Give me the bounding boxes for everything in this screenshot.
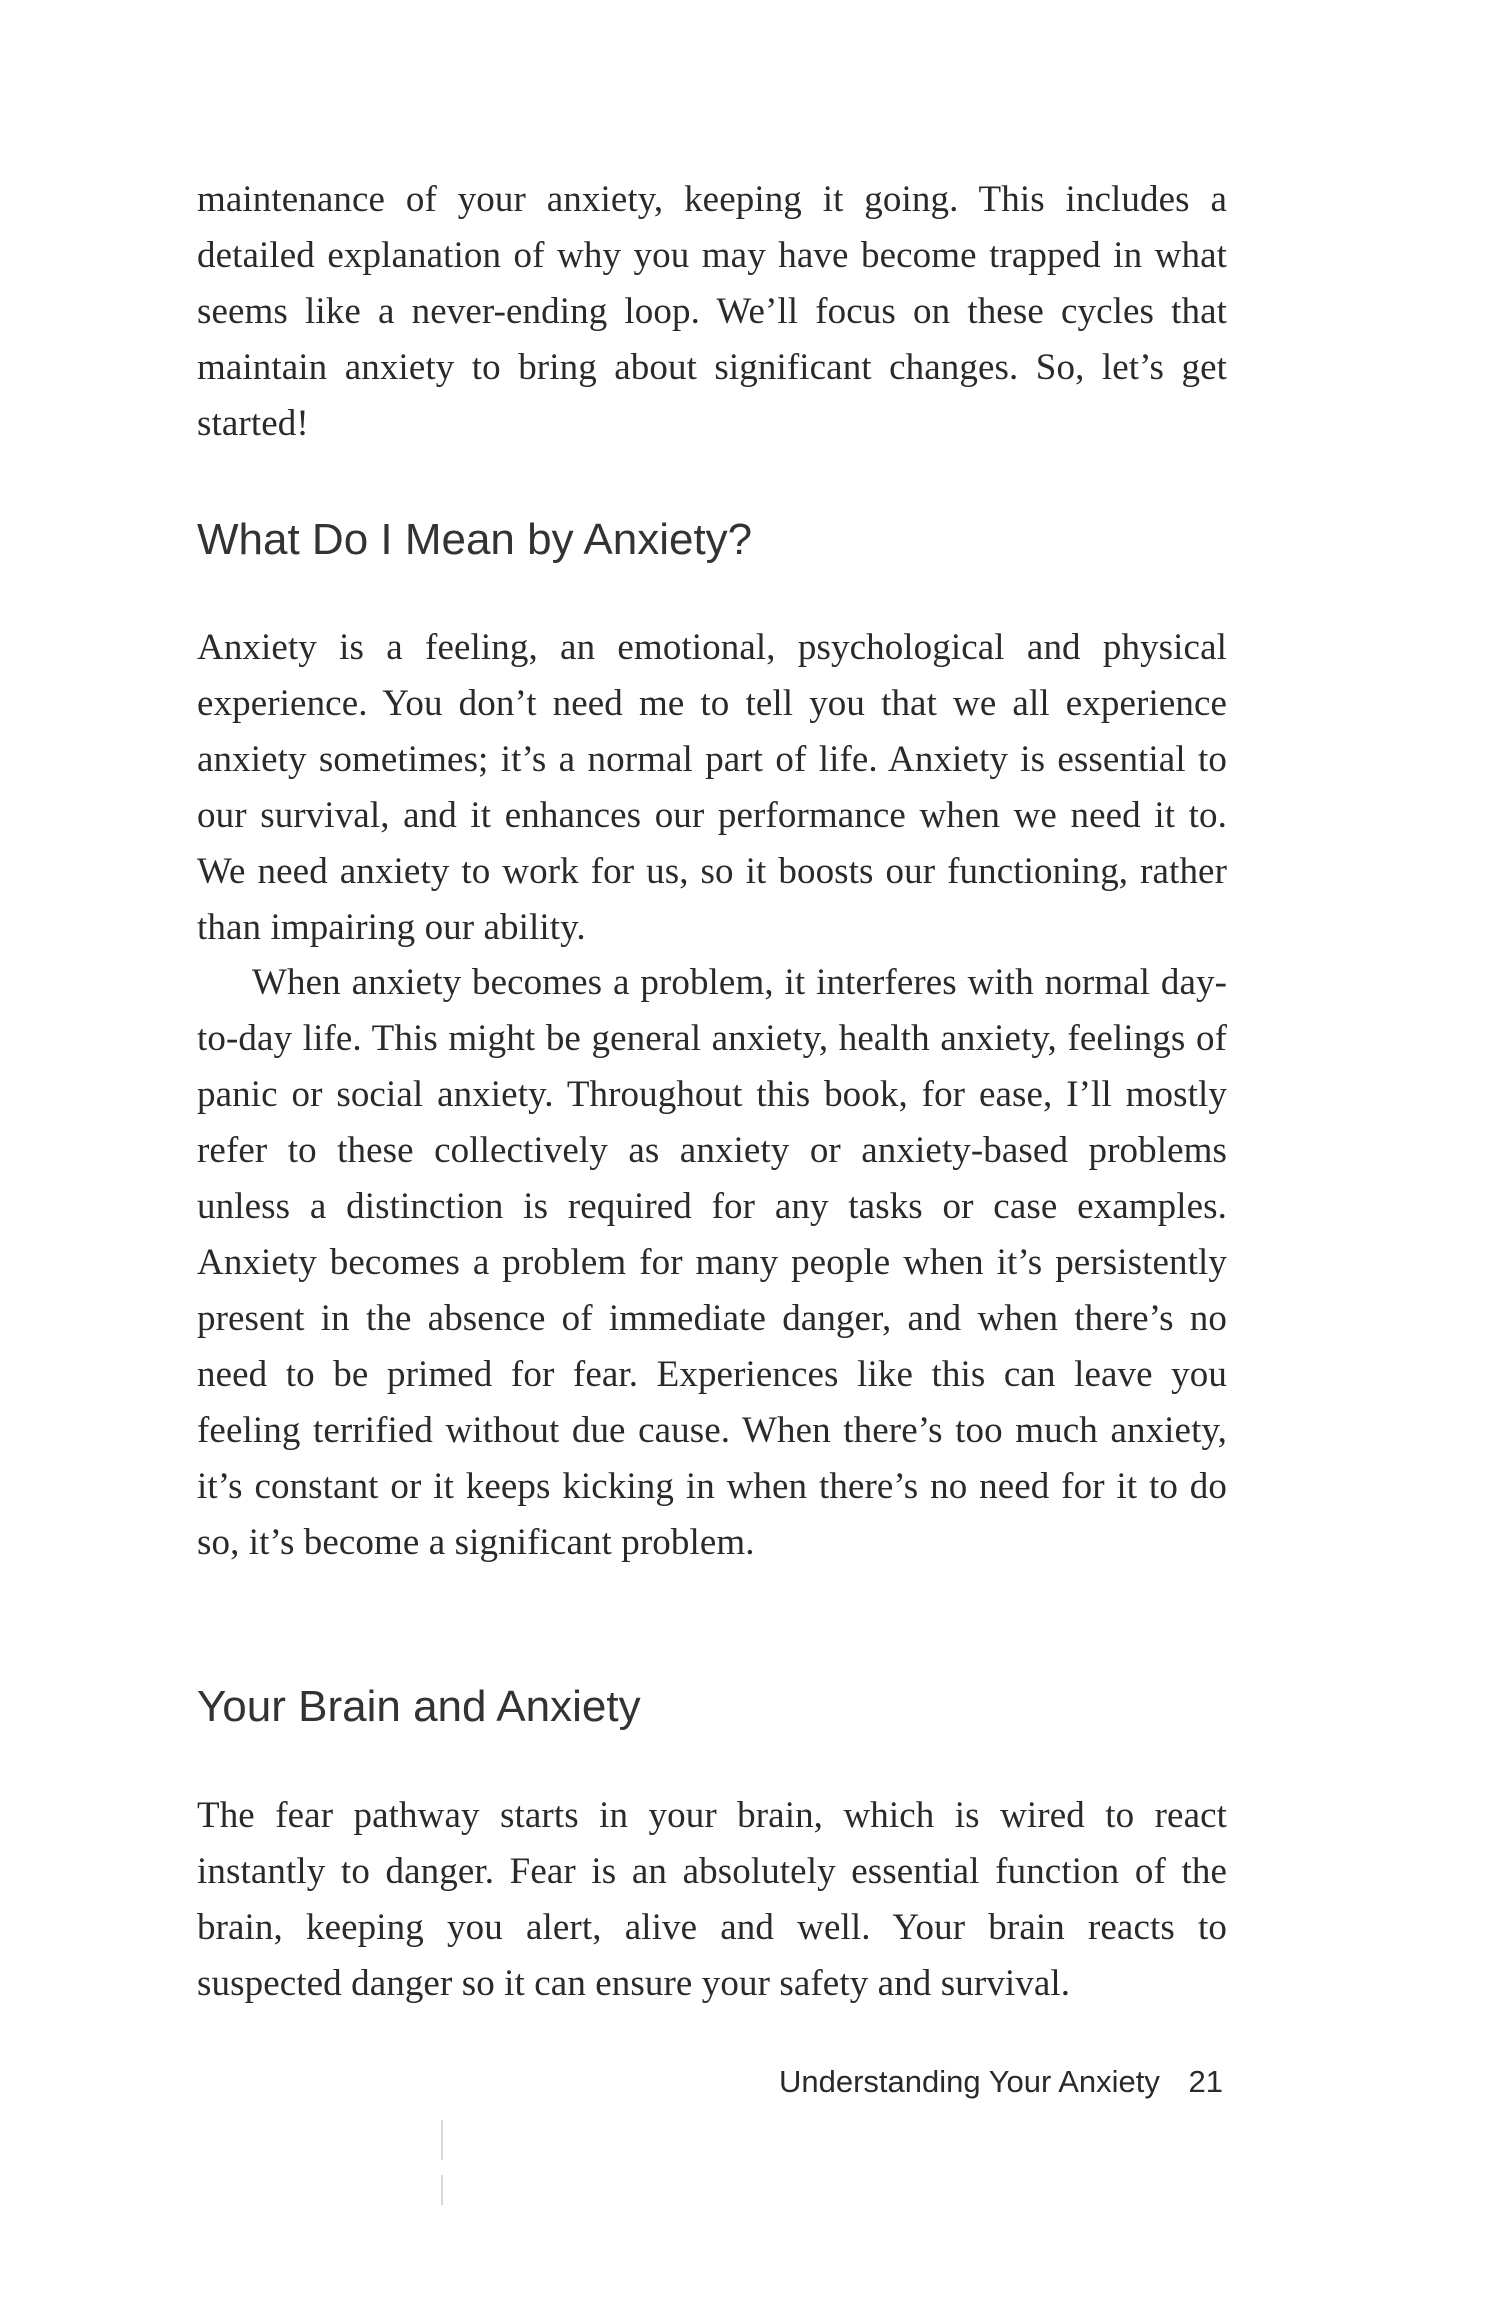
scan-mark [441, 2120, 443, 2160]
anxiety-paragraph-2: When anxiety becomes a problem, it interferes with normal day-to-day life. This might be general anxiety, health anxiety, feelings of panic or social anxiety. Throughout this book, for ease, I’ll mostly refer to these collectively as anxiety or anxiety-based problems unless a distinction is required for any tasks or case examples. Anxiety becomes a problem for many people when it’s persistently present in the absence of immediate danger, and when there’s no need to be primed for fear. Experiences like this can leave you feeling terrified without due cause. When there’s too much anxiety, it’s constant or it keeps kicking in when there’s no need for it to do so, it’s become a significant problem. [197, 962, 1227, 1563]
page-footer [779, 2064, 1223, 2100]
section-heading-what-is-anxiety: What Do I Mean by Anxiety? [197, 515, 753, 564]
running-title: Understanding Your Anxiety [779, 2064, 1160, 2099]
intro-paragraph: maintenance of your anxiety, keeping it going. This includes a detailed explanation of why you may have become trapped in what seems like a never-ending loop. We’ll focus on these cycles that maintain anxiety to bring about significant changes. So, let’s get started! [197, 179, 1227, 444]
scan-mark [441, 2175, 443, 2205]
page-number: 21 [1188, 2064, 1223, 2099]
brain-paragraph-1: The fear pathway starts in your brain, which is wired to react instantly to danger. Fear is an absolutely essential function of the brain, keeping you alert, alive and well. Your brain reacts to suspected danger so it can ensure your safety and survival. [197, 1795, 1227, 2004]
anxiety-paragraph-1: Anxiety is a feeling, an emotional, psychological and physical experience. You don’t need me to tell you that we all experience anxiety sometimes; it’s a normal part of life. Anxiety is essential to our survival, and it enhances our performance when we need it to. We need anxiety to work for us, so it boosts our functioning, rather than impairing our ability. [197, 627, 1227, 948]
section-heading-brain-and-anxiety: Your Brain and Anxiety [197, 1682, 641, 1731]
